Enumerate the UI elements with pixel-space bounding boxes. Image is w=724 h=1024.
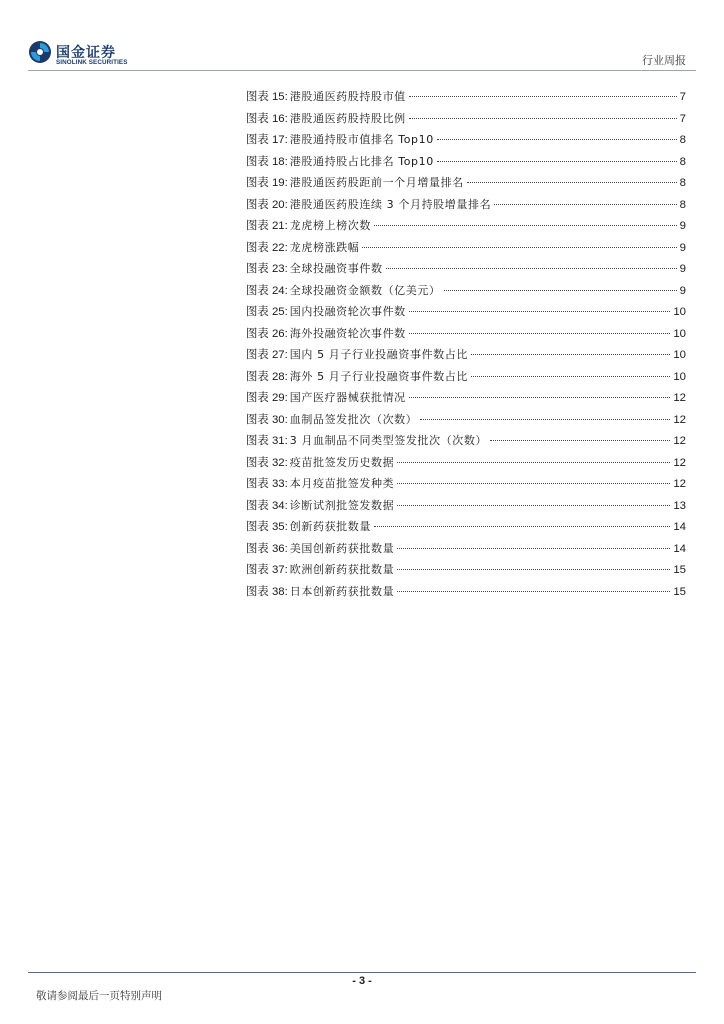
toc-dot-leader — [490, 440, 670, 441]
toc-dot-leader — [467, 182, 677, 183]
toc-entry[interactable] — [246, 280, 686, 302]
toc-entry[interactable] — [246, 538, 686, 560]
toc-entry[interactable] — [246, 237, 686, 259]
toc-entry[interactable] — [246, 581, 686, 603]
toc-figure-label: 图表 34: — [246, 499, 288, 512]
disclaimer-note: 敬请参阅最后一页特别声明 — [36, 990, 162, 1002]
toc-figure-label: 图表 17: — [246, 134, 288, 146]
toc-page-number: 14 — [673, 521, 686, 533]
toc-dot-leader — [409, 333, 671, 334]
toc-dot-leader — [471, 354, 670, 355]
toc-entry[interactable] — [246, 258, 686, 280]
toc-dot-leader — [437, 161, 677, 162]
toc-figure-label: 图表 38: — [246, 585, 288, 598]
toc-figure-label: 图表 37: — [246, 564, 288, 576]
toc-figure-label: 图表 21: — [246, 220, 288, 232]
toc-figure-label: 图表 32: — [246, 456, 288, 469]
toc-dot-leader — [409, 397, 671, 398]
toc-dot-leader — [397, 505, 670, 506]
toc-figure-title: 全球投融资事件数 — [289, 262, 383, 275]
toc-dot-leader — [362, 247, 676, 248]
toc-dot-leader — [437, 139, 677, 140]
toc-figure-title: 国内投融资轮次事件数 — [289, 305, 406, 318]
toc-figure-label: 图表 19: — [246, 177, 288, 189]
toc-figure-label: 图表 15: — [246, 91, 288, 103]
toc-figure-title: 国内 5 月子行业投融资事件数占比 — [289, 348, 468, 361]
toc-entry[interactable] — [246, 215, 686, 237]
toc-page-number: 10 — [673, 349, 686, 361]
toc-entry[interactable] — [246, 151, 686, 173]
toc-dot-leader — [397, 548, 670, 549]
toc-entry[interactable] — [246, 452, 686, 474]
toc-figure-title: 港股通医药股连续 3 个月持股增量排名 — [289, 197, 492, 211]
logo-english-name: SINOLINK SECURITIES — [56, 59, 128, 66]
toc-page-number: 7 — [679, 112, 686, 125]
toc-figure-title: 诊断试剂批签发数据 — [289, 498, 395, 512]
toc-figure-label: 图表 24: — [246, 284, 288, 297]
toc-page-number: 10 — [673, 327, 686, 340]
toc-figure-title: 海外投融资轮次事件数 — [289, 326, 406, 340]
report-type-label: 行业周报 — [642, 54, 686, 67]
toc-entry[interactable] — [246, 194, 686, 216]
toc-figure-title: 港股通持股市值排名 Top10 — [289, 133, 434, 146]
toc-figure-title: 港股通医药股距前一个月增量排名 — [289, 176, 464, 189]
toc-entry[interactable] — [246, 323, 686, 345]
toc-figure-label: 图表 23: — [246, 263, 288, 275]
toc-figure-title: 血制品签发批次（次数） — [289, 412, 418, 426]
toc-dot-leader — [397, 483, 670, 484]
toc-dot-leader — [397, 591, 670, 592]
toc-page-number: 12 — [673, 478, 686, 490]
toc-page-number: 8 — [679, 177, 686, 189]
toc-dot-leader — [420, 419, 670, 420]
toc-figure-label: 图表 31: — [246, 435, 288, 447]
toc-figure-title: 创新药获批数量 — [289, 520, 371, 533]
toc-page-number: 9 — [679, 263, 686, 275]
header-divider — [28, 70, 696, 71]
toc-entry[interactable] — [246, 108, 686, 130]
toc-page-number: 10 — [673, 306, 686, 318]
toc-figure-label: 图表 16: — [246, 112, 288, 125]
toc-figure-title: 港股通医药股持股比例 — [289, 111, 406, 125]
toc-page-number: 15 — [673, 585, 686, 598]
footer-divider — [28, 972, 696, 973]
toc-page-number: 12 — [673, 413, 686, 426]
toc-figure-label: 图表 33: — [246, 478, 288, 490]
page-header — [0, 0, 724, 72]
toc-page-number: 12 — [673, 456, 686, 469]
toc-page-number: 14 — [673, 542, 686, 555]
toc-figure-label: 图表 25: — [246, 306, 288, 318]
toc-dot-leader — [386, 268, 677, 269]
toc-figure-title: 日本创新药获批数量 — [289, 584, 395, 598]
toc-dot-leader — [409, 96, 677, 97]
toc-figure-title: 龙虎榜上榜次数 — [289, 219, 371, 232]
toc-figure-title: 全球投融资金额数（亿美元） — [289, 283, 441, 297]
toc-page-number: 8 — [679, 198, 686, 211]
toc-entry[interactable] — [246, 301, 686, 323]
toc-figure-label: 图表 35: — [246, 521, 288, 533]
page-number: - 3 - — [352, 975, 372, 987]
toc-figure-label: 图表 27: — [246, 349, 288, 361]
figure-index-list — [246, 86, 686, 602]
toc-dot-leader — [471, 376, 670, 377]
toc-figure-label: 图表 26: — [246, 327, 288, 340]
toc-dot-leader — [444, 290, 677, 291]
toc-entry[interactable] — [246, 86, 686, 108]
toc-entry[interactable] — [246, 129, 686, 151]
toc-figure-title: 港股通持股占比排名 Top10 — [289, 154, 434, 168]
toc-figure-label: 图表 36: — [246, 542, 288, 555]
toc-figure-title: 龙虎榜涨跌幅 — [289, 240, 360, 254]
toc-dot-leader — [374, 526, 670, 527]
toc-figure-label: 图表 18: — [246, 155, 288, 168]
toc-dot-leader — [397, 462, 670, 463]
toc-figure-label: 图表 22: — [246, 241, 288, 254]
toc-entry[interactable] — [246, 473, 686, 495]
toc-page-number: 9 — [679, 241, 686, 254]
toc-dot-leader — [494, 204, 676, 205]
toc-entry[interactable] — [246, 366, 686, 388]
toc-page-number: 8 — [679, 155, 686, 168]
sinolink-logo-icon — [28, 40, 52, 64]
toc-page-number: 12 — [673, 435, 686, 447]
toc-dot-leader — [374, 225, 677, 226]
toc-entry[interactable] — [246, 387, 686, 409]
toc-entry[interactable] — [246, 172, 686, 194]
toc-figure-title: 3 月血制品不同类型签发批次（次数） — [289, 434, 488, 447]
toc-entry[interactable] — [246, 516, 686, 538]
toc-dot-leader — [397, 569, 670, 570]
toc-page-number: 10 — [673, 370, 686, 383]
toc-page-number: 12 — [673, 392, 686, 404]
toc-figure-title: 港股通医药股持股市值 — [289, 90, 406, 103]
toc-page-number: 15 — [673, 564, 686, 576]
toc-page-number: 9 — [679, 284, 686, 297]
toc-page-number: 8 — [679, 134, 686, 146]
logo-chinese-name: 国金证券 — [56, 45, 116, 61]
toc-figure-title: 疫苗批签发历史数据 — [289, 455, 395, 469]
toc-page-number: 7 — [679, 91, 686, 103]
toc-figure-title: 美国创新药获批数量 — [289, 541, 395, 555]
toc-figure-title: 欧洲创新药获批数量 — [289, 563, 395, 576]
toc-entry[interactable] — [246, 559, 686, 581]
toc-figure-label: 图表 30: — [246, 413, 288, 426]
company-logo — [28, 40, 138, 70]
toc-figure-title: 本月疫苗批签发种类 — [289, 477, 395, 490]
toc-page-number: 9 — [679, 220, 686, 232]
toc-figure-title: 海外 5 月子行业投融资事件数占比 — [289, 369, 468, 383]
toc-figure-label: 图表 20: — [246, 198, 288, 211]
toc-figure-label: 图表 28: — [246, 370, 288, 383]
toc-page-number: 13 — [673, 499, 686, 512]
toc-entry[interactable] — [246, 495, 686, 517]
toc-entry[interactable] — [246, 430, 686, 452]
toc-dot-leader — [409, 311, 671, 312]
toc-figure-title: 国产医疗器械获批情况 — [289, 391, 406, 404]
toc-figure-label: 图表 29: — [246, 392, 288, 404]
toc-entry[interactable] — [246, 344, 686, 366]
toc-dot-leader — [409, 118, 677, 119]
toc-entry[interactable] — [246, 409, 686, 431]
